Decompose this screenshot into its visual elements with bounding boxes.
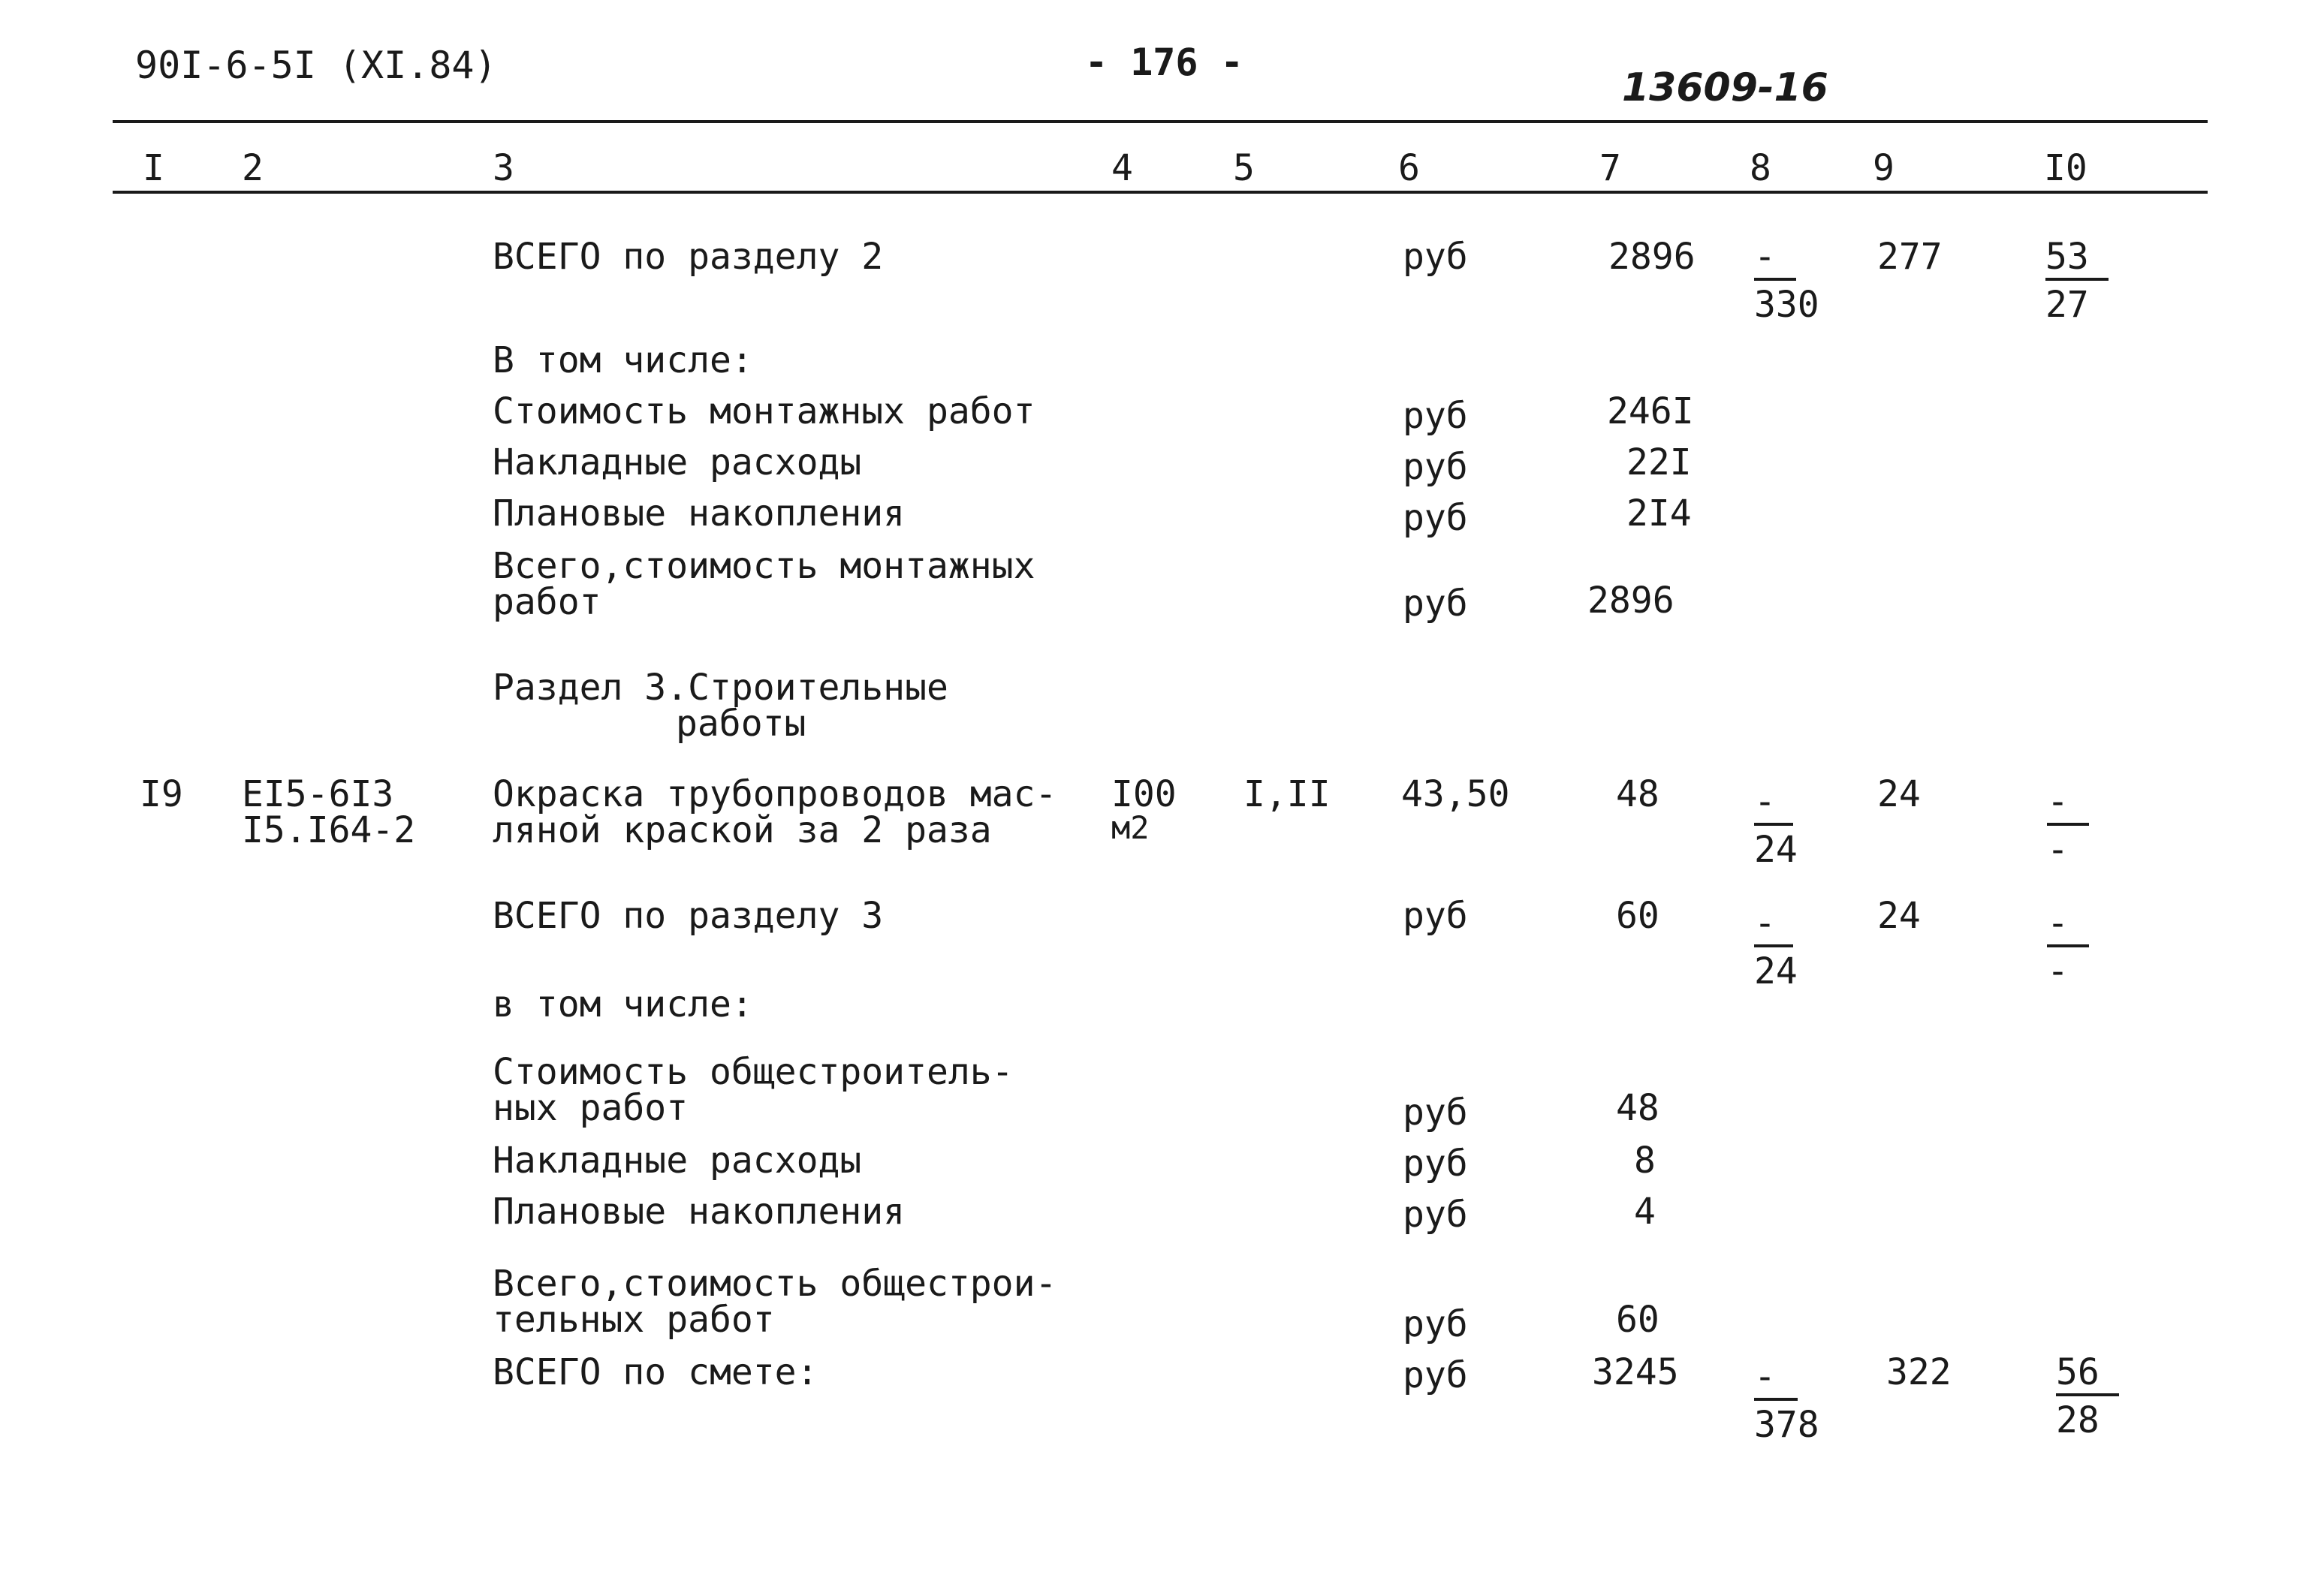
row-col7: 48: [1616, 1087, 1659, 1129]
fraction-top: -: [2047, 781, 2069, 823]
row-unit: руб: [1403, 583, 1468, 625]
row-col4-line: I00: [1111, 773, 1177, 815]
fraction-bar: [1754, 278, 1796, 281]
row-unit: руб: [1403, 395, 1468, 437]
fraction-bottom: 330: [1754, 284, 1819, 326]
row-description: Плановые накопления: [493, 492, 906, 535]
row-unit: руб: [1403, 1354, 1468, 1396]
row-description-line: работ: [493, 581, 601, 623]
doc-code: 90I-6-5I (XI.84): [135, 44, 497, 87]
row-col9: 24: [1877, 773, 1921, 815]
fraction-top: 53: [2045, 236, 2089, 278]
row-description: Стоимость монтажных работ: [493, 390, 1035, 432]
column-header-7: 7: [1599, 147, 1621, 189]
row-description-line: Окраска трубопроводов мас-: [493, 773, 1057, 815]
row-col9: 277: [1877, 236, 1943, 278]
row-col7: 2I4: [1626, 492, 1692, 535]
fraction-bar: [2045, 278, 2109, 281]
row-col7: 246I: [1607, 390, 1694, 432]
row-col9: 24: [1877, 895, 1921, 937]
row-col1: I9: [140, 773, 183, 815]
fraction-bottom: 28: [2056, 1399, 2100, 1441]
top-rule: [113, 120, 2208, 123]
column-header-1: I: [143, 147, 164, 189]
section-heading: Раздел 3.Строительные: [493, 667, 948, 709]
fraction-top: -: [1754, 781, 1776, 823]
column-header-8: 8: [1750, 147, 1771, 189]
row-unit: руб: [1403, 236, 1468, 278]
row-description-line: Всего,стоимость общестрои-: [493, 1263, 1057, 1305]
column-header-2: 2: [242, 147, 264, 189]
row-unit: руб: [1403, 497, 1468, 539]
fraction-bar: [1754, 823, 1793, 826]
row-col9: 322: [1886, 1351, 1952, 1393]
column-header-5: 5: [1233, 147, 1255, 189]
row-col8-fraction: [1754, 781, 1798, 871]
row-description: в том числе:: [493, 983, 753, 1025]
row-col7: 2896: [1587, 580, 1674, 622]
fraction-top: -: [1754, 1356, 1776, 1398]
row-unit: руб: [1403, 446, 1468, 488]
column-header-10: I0: [2044, 147, 2087, 189]
row-description: ВСЕГО по разделу 2: [493, 236, 884, 278]
row-col7: 22I: [1626, 441, 1692, 483]
row-description: Плановые накопления: [493, 1191, 906, 1233]
page-number: - 176 -: [1085, 41, 1243, 84]
row-unit: руб: [1403, 1143, 1468, 1185]
fraction-bar: [1754, 944, 1793, 947]
row-col7: 60: [1616, 895, 1659, 937]
row-description: [493, 1051, 1014, 1129]
row-col10-fraction: [2045, 236, 2109, 326]
row-description-line: Всего,стоимость монтажных: [493, 545, 1035, 587]
fraction-bottom: 27: [2045, 284, 2089, 326]
row-col8-fraction: [1754, 1356, 1819, 1446]
row-col7: 8: [1634, 1140, 1656, 1182]
column-header-9: 9: [1873, 147, 1895, 189]
row-col2-line: I5.I64-2: [242, 809, 416, 851]
fraction-bar: [2047, 823, 2089, 826]
row-col10-fraction: [2056, 1351, 2119, 1441]
header-rule: [113, 191, 2208, 194]
row-description: Накладные расходы: [493, 441, 862, 483]
row-description: Накладные расходы: [493, 1140, 862, 1182]
fraction-bottom: 378: [1754, 1404, 1819, 1446]
row-description: [493, 773, 1057, 851]
row-unit: руб: [1403, 1303, 1468, 1345]
row-col4-line: м2: [1111, 809, 1150, 846]
column-header-6: 6: [1398, 147, 1420, 189]
row-col6: 43,50: [1401, 773, 1510, 815]
fraction-top: -: [1754, 902, 1776, 944]
fraction-top: -: [1754, 236, 1776, 278]
fraction-bottom: 24: [1754, 950, 1798, 992]
fraction-bar: [2047, 944, 2089, 947]
row-col7: 2896: [1608, 236, 1696, 278]
row-description: [493, 1263, 1057, 1341]
fraction-bar: [1754, 1398, 1798, 1401]
row-unit: руб: [1403, 895, 1468, 937]
row-col2-line: EI5-6I3: [242, 773, 394, 815]
row-description-line: тельных работ: [493, 1299, 775, 1341]
row-description: [493, 545, 1035, 623]
row-description: В том числе:: [493, 339, 753, 381]
row-col2: [242, 773, 416, 851]
row-col4: [1111, 773, 1177, 846]
row-col7: 3245: [1592, 1351, 1679, 1393]
row-unit: руб: [1403, 1194, 1468, 1236]
row-col8-fraction: [1754, 236, 1819, 326]
section-heading-line2: работы: [676, 703, 806, 745]
row-col5: I,II: [1243, 773, 1331, 815]
row-description-line: ляной краской за 2 раза: [493, 809, 992, 851]
row-description-line: Стоимость общестроитель-: [493, 1051, 1014, 1093]
row-col10-fraction: [2047, 902, 2089, 992]
fraction-bottom: -: [2047, 829, 2069, 871]
column-header-4: 4: [1111, 147, 1133, 189]
fraction-bottom: 24: [1754, 829, 1798, 871]
handwritten-stamp: 13609-16: [1622, 65, 1828, 110]
row-description: ВСЕГО по разделу 3: [493, 895, 884, 937]
row-description-line: ных работ: [493, 1087, 689, 1129]
row-col10-fraction: [2047, 781, 2089, 871]
fraction-bottom: -: [2047, 950, 2069, 992]
row-unit: руб: [1403, 1092, 1468, 1134]
row-col8-fraction: [1754, 902, 1798, 992]
row-col7: 60: [1616, 1299, 1659, 1341]
fraction-top: -: [2047, 902, 2069, 944]
fraction-top: 56: [2056, 1351, 2100, 1393]
row-description: ВСЕГО по смете:: [493, 1351, 818, 1393]
fraction-bar: [2056, 1393, 2119, 1396]
row-col7: 48: [1616, 773, 1659, 815]
column-header-3: 3: [493, 147, 514, 189]
row-col7: 4: [1634, 1191, 1656, 1233]
